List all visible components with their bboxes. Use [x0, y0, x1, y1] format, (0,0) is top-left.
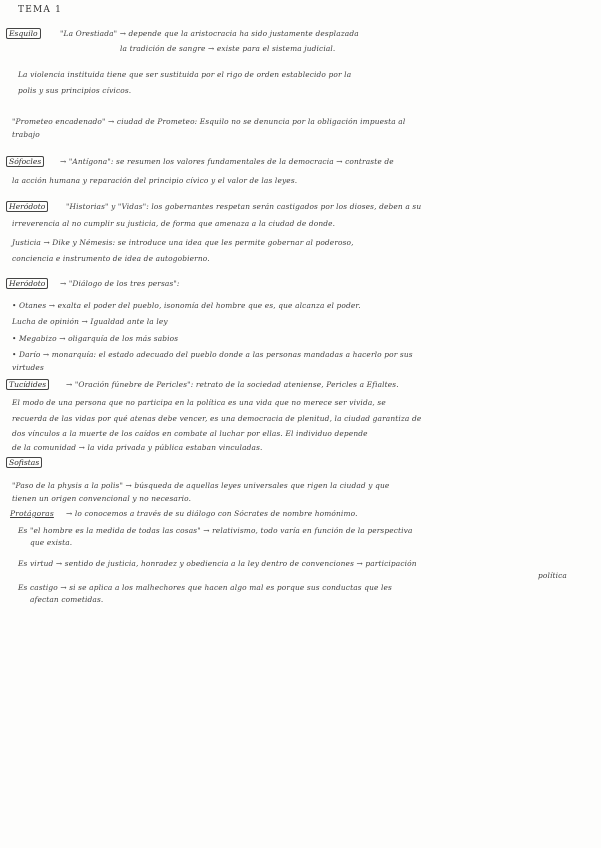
section-label-protagoras: Protágoras — [10, 509, 54, 518]
page-title: TEMA 1 — [18, 5, 63, 15]
text-line: Es "el hombre es la medida de todas las cosas" → relativismo, todo varía en función de la perspectiva — [18, 526, 413, 535]
text-line: tienen un origen convencional y no necesario. — [12, 494, 192, 503]
text-line: Lucha de opinión → Igualdad ante la ley — [12, 317, 168, 326]
text-line: Es virtud → sentido de justicia, honradez y obediencia a la ley dentro de convenciones → participación — [18, 559, 417, 568]
text-line: → lo conocemos a través de su diálogo con Sócrates de nombre homónimo. — [66, 509, 358, 518]
section-label-esquilo: Esquilo — [6, 28, 41, 39]
text-line: la tradición de sangre → existe para el sistema judicial. — [120, 44, 336, 53]
text-line: trabajo — [12, 130, 40, 139]
text-line: "Paso de la physis a la polis" → búsqueda de aquellas leyes universales que rigen la ciudad y que — [12, 481, 390, 490]
text-line: irreverencia al no cumplir su justicia, de forma que amenaza a la ciudad de donde. — [12, 219, 336, 228]
text-line: de la comunidad → la vida privada y pública estaban vinculadas. — [12, 443, 263, 452]
text-line: "Historias" y "Vidas": los gobernantes respetan serán castigados por los dioses, deben a su — [66, 202, 422, 211]
text-line: política — [538, 571, 567, 580]
text-line: afectan cometidas. — [30, 595, 104, 604]
text-line: → "Antígona": se resumen los valores fundamentales de la democracia → contraste de — [60, 157, 394, 166]
section-label-herodoto-2: Heródoto — [6, 278, 48, 289]
text-line: → "Oración fúnebre de Pericles": retrato de la sociedad ateniense, Pericles a Efialtes. — [66, 380, 399, 389]
text-line: conciencia e instrumento de idea de autogobierno. — [12, 254, 210, 263]
text-line: • Megabizo → oligarquía de los más sabios — [12, 334, 179, 343]
text-line: El modo de una persona que no participa en la política es una vida que no merece ser vivida, se — [12, 398, 386, 407]
section-label-sofocles: Sófocles — [6, 156, 44, 167]
text-line: dos vínculos a la muerte de los caídos en combate al luchar por ellas. El individuo depende — [12, 429, 368, 438]
text-line: recuerda de las vidas por qué atenas debe vencer, es una democracia de plenitud, la ciudad garantiza de — [12, 414, 422, 423]
text-line: → "Diálogo de los tres persas": — [60, 279, 180, 288]
text-line: Justicia → Dike y Némesis: se introduce una idea que les permite gobernar al poderoso, — [12, 238, 354, 247]
text-line: virtudes — [12, 363, 44, 372]
text-line: polis y sus principios cívicos. — [18, 86, 132, 95]
text-line: que exista. — [30, 538, 73, 547]
section-label-sofistas: Sofistas — [6, 457, 42, 468]
text-line: La violencia instituida tiene que ser sustituida por el rigo de orden establecido por la — [18, 70, 352, 79]
text-line: • Darío → monarquía: el estado adecuado del pueblo donde a las personas mandadas a hacerlo por sus — [12, 350, 413, 359]
text-line: "La Orestiada" → depende que la aristocracia ha sido justamente desplazada — [60, 29, 359, 38]
text-line: "Prometeo encadenado" → ciudad de Prometeo: Esquilo no se denuncia por la obligación impuesta al — [12, 117, 406, 126]
text-line: la acción humana y reparación del principio cívico y el valor de las leyes. — [12, 176, 298, 185]
text-line: Es castigo → si se aplica a los malhechores que hacen algo mal es porque sus conductas que les — [18, 583, 392, 592]
text-line: • Otanes → exalta el poder del pueblo, isonomía del hombre que es, que alcanza el poder. — [12, 301, 361, 310]
section-label-herodoto: Heródoto — [6, 201, 48, 212]
section-label-tucidides: Tucídides — [6, 379, 49, 390]
